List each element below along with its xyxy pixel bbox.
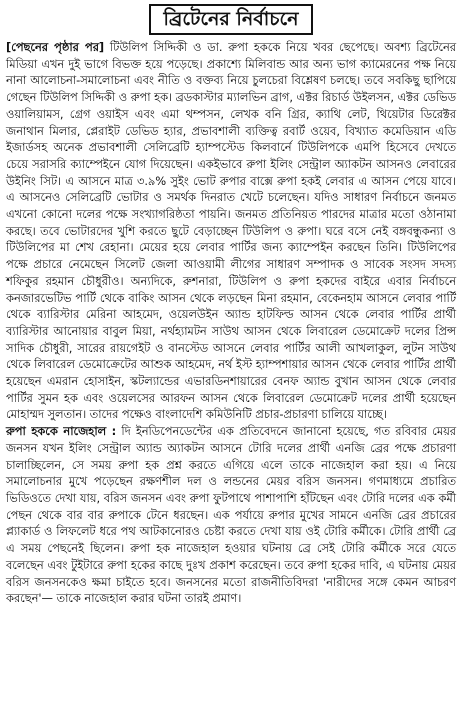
paragraph-2 xyxy=(6,423,456,607)
article-body xyxy=(6,39,456,607)
paragraph-1 xyxy=(6,39,456,423)
paragraph-2-text: দি ইনডিপেনডেন্টের এক প্রতিবেদনে জানানো হয়েছে, গত রবিবার মেয়র জনসন যখন ইলিং সেন্ট্রাল অ্যান্ড অ্যাকটন আসনে টোরি দলের প্রার্থী এনজি ব্রের পক্ষে প্রচারণা চালাচ্ছিলেন, সে সময় রুপা হক প্রশ্ন করতে এগিয়ে এলে তাকে নাজেহাল করা হয়। এ নিয়ে সমালোচনার মুখে পড়েছেন রক্ষণশীল দল ও লন্ডনের মেয়র বরিস জনসন। গণমাধ্যমে প্রচারিত ভিডিওতে দেখা যায়, বরিস জনসন এবং রুপা ফুটপাথে পাশাপাশি হাঁটছেন এবং টোরি দলের এক কর্মী পেছন থেকে বার বার রুপাকে টেনে ধরছেন। এক পর্যায়ে রুপার মুখের সামনে এনজি ব্রের প্রচারের প্ল্যাকার্ড ও লিফলেট ধরে পথ আটকানোরও চেষ্টা করতে দেখা যায় ওই টোরি কর্মীকে। টোরি প্রার্থী ব্রে এ সময় পেছনেই ছিলেন। রুপা হক নাজেহাল হওয়ার ঘটনায় ব্রে সেই টোরি কর্মীকে সরে যেতে বলেছেন এবং টুইটারে রুপা হকের কাছে দুঃখ প্রকাশ করেছেন। তবে রুপা হকের দাবি, এ ঘটনায় মেয়র বরিস জনসনকেও ক্ষমা চাইতে হবে। জনসনের মতো রাজনীতিবিদরা 'নারীদের সঙ্গে কেমন আচরণ করছেন'— তাকে নাজেহাল করার ঘটনা তারই প্রমাণ। xyxy=(6,424,456,606)
continuation-kicker: [পেছনের পৃষ্ঠার পর] xyxy=(6,40,105,54)
headline: ব্রিটেনের নির্বাচনে xyxy=(149,4,312,35)
section-subhead: রুপা হককে নাজেহাল : xyxy=(6,424,117,439)
paragraph-1-text: টিউলিপ সিদ্দিকী ও ডা. রুপা হককে নিয়ে খবর ছেপেছে। অবশ্য ব্রিটেনের মিডিয়া এখন দুই ভাগে বিভক্ত হয়ে পড়েছে। প্রকাশ্যে মিলিবান্ড আর অন্য ভাগ ক্যামেরনের পক্ষ নিয়ে নানা আলোচনা-সমালোচনা এবং নীতি ও বক্তব্য নিয়ে চুলচেরা বিশ্লেষণ চলছে। তবে সবকিছু ছাপিয়ে গেছেন টিউলিপ সিদ্দিকী ও রুপা হক। ব্রডকাস্টার ম্যালভিন ব্রাগ, এক্টর রিচার্ড উইলসন, এক্টর ডেভিড ওয়ালিয়ামস, গ্রেগ ওয়াইস এবং এমা থম্পসন, লেখক বনি গ্রির, ক্যাথি লেট, থিয়েটার ডিরেক্টর জনাথান মিলার, প্লেরাইট ডেভিড হ্যার, প্রভাবশালী ব্যক্তিত্ব রবার্ট ওয়েব, বিখ্যাত কমেডিয়ান এডি ইজার্ডসহ অনেক প্রভাবশালী সেলিব্রেটি হ্যাম্পস্টেড কিলবার্নে টিউলিপকে এমপি হিসেবে দেখতে চেয়ে সরাসরি ক্যাম্পেইনে যোগ দিয়েছেন। একইভাবে রুপা ইলিং সেন্ট্রাল অ্যাকটন আসনও লেবারের উইনিং সিট। এ আসনে মাত্র ৩.৯% সুইং ভোট রুপার বাক্সে রুপা হকই লেবার এ আসন পেয়ে যাবে। এ আসনেও সেলিব্রেটি ভোটার ও সমর্থক দিনরাত খেটে চলেছেন। যদিও সাধারণ নির্বাচনে জনমত এখনো কোনো দলের পক্ষে সংখ্যাগরিষ্ঠতা পায়নি। জনমত প্রতিনিয়ত পারদের মাত্রার মতো ওঠানামা করছে। তবে ভোটারদের খুশি করতে ছুটে বেড়াচ্ছেন টিউলিপ ও রুপা। ঘরে বসে নেই বঙ্গবন্ধুকন্যা ও টিউলিপের মা শেখ রেহানা। মেয়ের হয়ে লেবার পার্টির জন্য ক্যাম্পেইন করছেন তিনি। টিউলিপের পক্ষে প্রচারে নেমেছেন সিলেট জেলা আওয়ামী লীগের সাধারণ সম্পাদক ও সাবেক সংসদ সদস্য শফিকুর রহমান চৌধুরীও। অন্যদিকে, রুশনারা, টিউলিপ ও রুপা হকদের বাইরে এবার নির্বাচনে কনজারভেটিভ পার্টি থেকে বাকিং আসন থেকে লড়ছেন মিনা রহমান, বেকেনহাম আসনে লেবার পার্টি থেকে ব্যারিস্টার মেরিনা আহমেদ, ওয়েলউইন অ্যান্ড হাটফিল্ড আসন থেকে লেবার পার্টির প্রার্থী ব্যারিস্টার আনোয়ার বাবুল মিয়া, নর্থহ্যামটন সাউথ আসন থেকে লিবারেল ডেমোক্রেট দলের প্রিন্স সাদিক চৌধুরী, সারের রায়গেইট ও বানস্টেড আসনে লেবার পার্টির আলী আখলাকুল, লুটন সাউথ থেকে লিবারেল ডেমোক্রেটের আশুক আহমেদ, নর্থ ইস্ট হ্যাম্পশায়ার আসন থেকে লেবার পার্টির প্রার্থী হয়েছেন এমরান হোসাইন, স্কটল্যান্ডের এভারডিনশায়ারের বেনফ অ্যান্ড বুখান আসন থেকে লেবার পার্টির সুমন হক এবং ওয়েলসের আরফন আসন থেকে লিবারেল ডেমোক্রেট দলের প্রার্থী হয়েছেন মোহাম্মদ সুলতান। তাদের পক্ষেও বাংলাদেশি কমিউনিটি প্রচার-প্রচারণা চালিয়ে যাচ্ছে। xyxy=(6,40,457,422)
headline-container xyxy=(6,4,456,35)
